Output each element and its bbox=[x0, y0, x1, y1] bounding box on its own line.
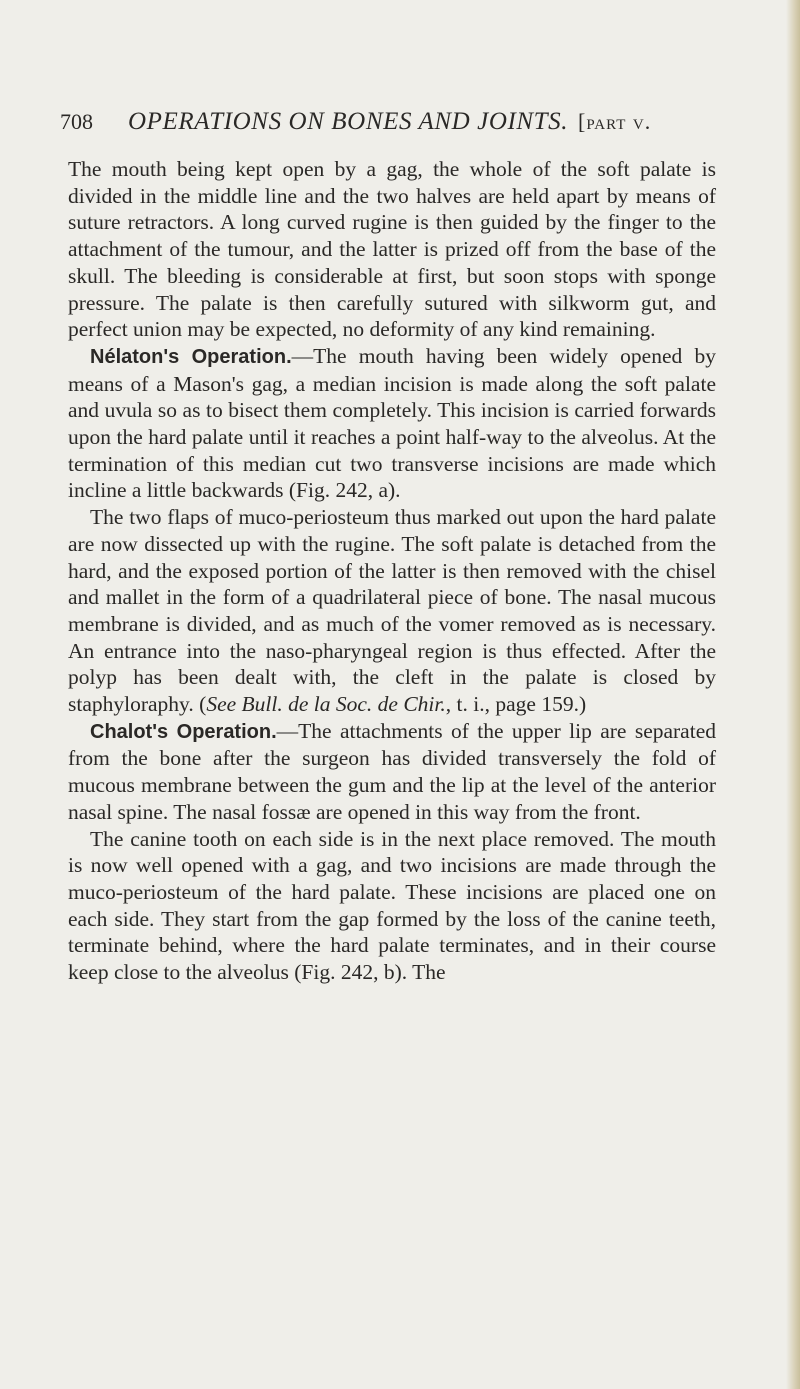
section-heading-chalot: Chalot's Operation. bbox=[90, 720, 277, 743]
running-title: OPERATIONS ON BONES AND JOINTS. bbox=[128, 108, 569, 135]
paragraph-5: The canine tooth on each side is in the next place removed. The mouth is now well opened with a gag, and two incisions are made through the muco-periosteum of the hard palate. These incisions are placed one on each side. They start from the gap formed by the loss of the canine teeth, terminate behind, where the hard palate terminates, and in their course keep close to the alveolus (Fig. 242, b). The bbox=[68, 826, 716, 985]
section-heading-nelaton: Nélaton's Operation. bbox=[90, 345, 292, 368]
paragraph-3 bbox=[68, 504, 716, 718]
part-label: [part v. bbox=[578, 109, 652, 134]
paragraph-2 bbox=[68, 343, 716, 504]
page-number: 708 bbox=[60, 109, 93, 134]
page-edge-shadow bbox=[786, 0, 800, 1389]
reference-citation: See Bull. de la Soc. de Chir. bbox=[206, 692, 446, 717]
paragraph-4 bbox=[68, 718, 716, 826]
paragraph-1: The mouth being kept open by a gag, the whole of the soft palate is divided in the middle line and the two halves are held apart by means of suture retractors. A long curved rugine is then guided by the finger to the attachment of the tumour, and the latter is prized off from the base of the skull. The bleeding is considerable at first, but soon stops with sponge pressure. The palate is then carefully sutured with silkworm gut, and perfect union may be expected, no deformity of any kind remaining. bbox=[68, 157, 716, 342]
paragraph-3-end: , t. i., page 159.) bbox=[445, 692, 587, 717]
paragraph-2-text: —The mouth having been widely opened by means of a Mason's gag, a median incision is made along the soft palate and uvula so as to bisect them completely. This incision is carried forwards upon the hard palate until it reaches a point half-way to the alveolus. At the termination of this median cut two transverse incisions are made which incline a little backwards (Fig. 242, a). bbox=[68, 343, 716, 503]
page-body bbox=[68, 156, 716, 986]
paragraph-3-text: The two flaps of muco-periosteum thus marked out upon the hard palate are now dissected up with the rugine. The soft palate is detached from the hard, and the exposed portion of the latter is then removed with the chisel and mallet in the form of a quadrilateral piece of bone. The nasal mucous membrane is divided, and as much of the vomer removed as is necessary. An entrance into the naso-pharyngeal region is thus effected. After the polyp has been dealt with, the cleft in the palate is closed by staphyloraphy. ( bbox=[68, 505, 716, 717]
running-header bbox=[60, 102, 720, 142]
paragraph-4-text: —The attachments of the upper lip are separated from the bone after the surgeon has divided transversely the fold of mucous membrane between the gum and the lip at the level of the anterior nasal spine. The nasal fossæ are opened in this way from the front. bbox=[68, 718, 716, 824]
